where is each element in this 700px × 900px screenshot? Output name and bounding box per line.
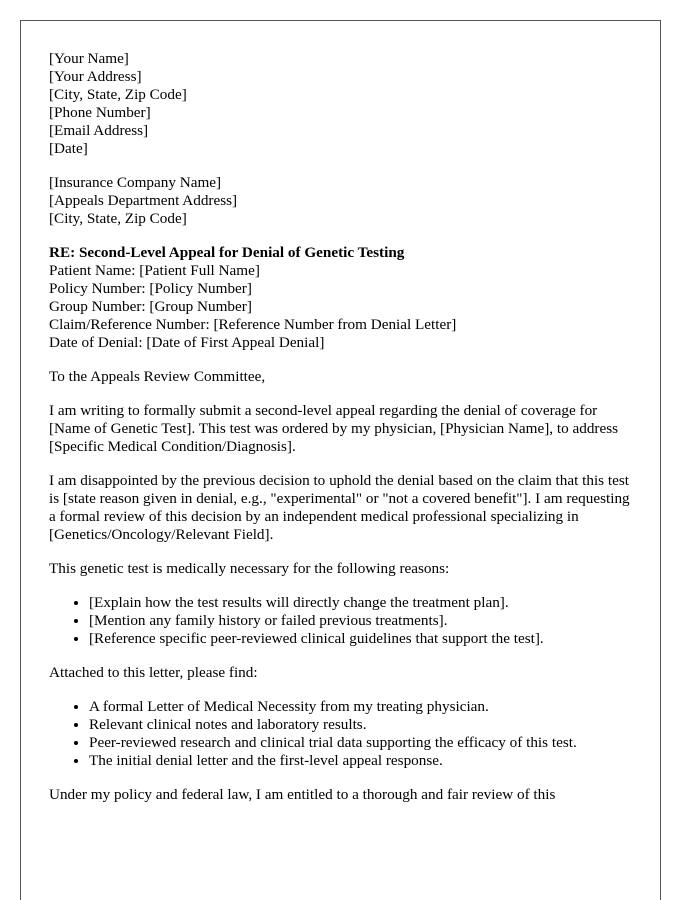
- sender-email: [Email Address]: [49, 122, 149, 139]
- intro-paragraph: I am writing to formally submit a second-level appeal regarding the denial of coverage for [Name of Genetic Test]. This test was ordered by my physician, [Physician Name], to address [Specific Medical Condition/Diagnosis].: [49, 402, 619, 455]
- reference-block: [49, 244, 639, 352]
- recipient-company: [Insurance Company Name]: [49, 174, 222, 191]
- reason-item: • [Reference specific peer-reviewed clinical guidelines that support the test].: [89, 630, 639, 648]
- sender-block: [49, 50, 639, 158]
- sender-city-state-zip: [City, State, Zip Code]: [49, 86, 187, 103]
- reason-item: • [Explain how the test results will directly change the treatment plan].: [89, 594, 639, 612]
- salutation: To the Appeals Review Committee,: [49, 368, 266, 385]
- closing-paragraph: Under my policy and federal law, I am entitled to a thorough and fair review of this: [49, 786, 556, 803]
- attachment-item: • Relevant clinical notes and laboratory results.: [89, 716, 639, 734]
- letter-page: [20, 20, 661, 900]
- necessity-intro: This genetic test is medically necessary for the following reasons:: [49, 560, 450, 577]
- recipient-block: [49, 174, 639, 228]
- sender-address: [Your Address]: [49, 68, 142, 85]
- subject-line: RE: Second-Level Appeal for Denial of Genetic Testing: [49, 244, 405, 261]
- attachment-item: • A formal Letter of Medical Necessity from my treating physician.: [89, 698, 639, 716]
- attached-intro: Attached to this letter, please find:: [49, 664, 258, 681]
- sender-name: [Your Name]: [49, 50, 129, 67]
- attachment-item: • The initial denial letter and the first-level appeal response.: [89, 752, 639, 770]
- reason-item: • [Mention any family history or failed previous treatments].: [89, 612, 639, 630]
- attachments-list: [49, 698, 639, 770]
- sender-phone: [Phone Number]: [49, 104, 151, 121]
- policy-number-line: Policy Number: [Policy Number]: [49, 280, 252, 297]
- recipient-city-state-zip: [City, State, Zip Code]: [49, 210, 187, 227]
- patient-name-line: Patient Name: [Patient Full Name]: [49, 262, 260, 279]
- date-of-denial-line: Date of Denial: [Date of First Appeal Denial]: [49, 334, 325, 351]
- recipient-address: [Appeals Department Address]: [49, 192, 238, 209]
- attachment-item: • Peer-reviewed research and clinical trial data supporting the efficacy of this test.: [89, 734, 639, 752]
- disappointment-paragraph: I am disappointed by the previous decision to uphold the denial based on the claim that this test is [state reason given in denial, e.g., "experimental" or "not a covered benefit"]. I am requesting a formal review of this decision by an independent medical professional specializing in [Genetics/Oncology/Relevant Field].: [49, 472, 630, 543]
- claim-reference-line: Claim/Reference Number: [Reference Number from Denial Letter]: [49, 316, 457, 333]
- reasons-list: [49, 594, 639, 648]
- sender-date: [Date]: [49, 140, 88, 157]
- letter-content: [49, 50, 639, 820]
- group-number-line: Group Number: [Group Number]: [49, 298, 252, 315]
